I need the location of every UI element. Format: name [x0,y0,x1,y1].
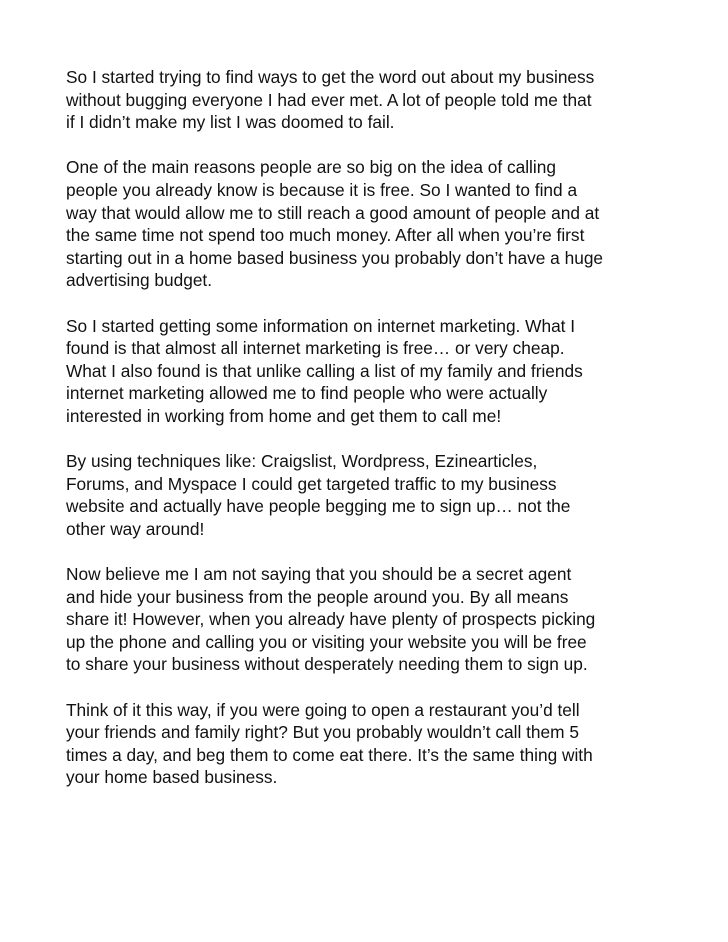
paragraph-5: Now believe me I am not saying that you should be a secret agent and hide your business from the people around you. By all means share it! However, when you already have plenty of prospects picking up the phone and calling you or visiting your website you will be free to share your business without desperately needing them to sign up. [66,564,596,675]
document-page [66,66,686,812]
paragraph-4: By using techniques like: Craigslist, Wordpress, Ezinearticles, Forums, and Myspace I could get targeted traffic to my business website and actually have people begging me to sign up… not the other way around! [66,451,571,539]
paragraph-1: So I started trying to find ways to get the word out about my business without bugging everyone I had ever met. A lot of people told me that if I didn’t make my list I was doomed to fail. [66,67,595,133]
paragraph-6: Think of it this way, if you were going to open a restaurant you’d tell your friends and family right? But you probably wouldn’t call them 5 times a day, and beg them to come eat there. It’s the same thing with your home based business. [66,699,593,788]
paragraph-2: One of the main reasons people are so big on the idea of calling people you already know is because it is free. So I wanted to find a way that would allow me to still reach a good amount of people and at the same time not spend too much money. After all when you’re first starting out in a home based business you probably don’t have a huge advertising budget. [66,157,604,291]
paragraph-3: So I started getting some information on internet marketing. What I found is that almost all internet marketing is free… or very cheap. What I also found is that unlike calling a list of my family and friends internet marketing allowed me to find people who were actually interested in working from home and get them to call me! [66,315,583,426]
